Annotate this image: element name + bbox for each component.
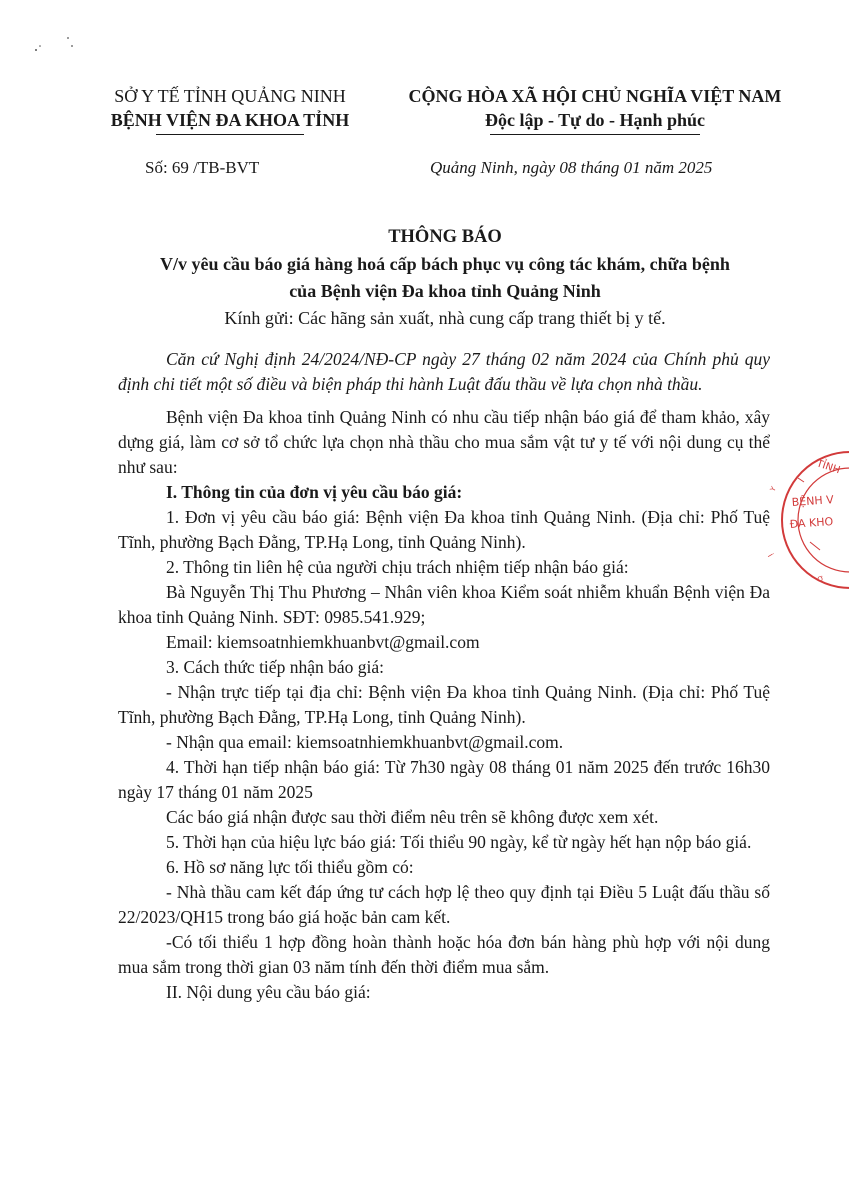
motto-underline	[490, 134, 700, 135]
subject-line-1: V/v yêu cầu báo giá hàng hoá cấp bách phục vụ công tác khám, chữa bệnh	[160, 254, 730, 274]
item-1: 1. Đơn vị yêu cầu báo giá: Bệnh viện Đa khoa tỉnh Quảng Ninh. (Địa chỉ: Phố Tuệ Tĩnh, phường Bạch Đằng, TP.Hạ Long, tỉnh Quảng Ninh).	[118, 507, 770, 552]
document-title: THÔNG BÁO	[388, 227, 502, 247]
item-2-email: Email: kiemsoatnhiemkhuanbvt@gmail.com	[166, 632, 480, 652]
svg-text:ĐA KHO: ĐA KHO	[789, 514, 834, 531]
svg-text:Ơ: Ơ	[816, 574, 825, 584]
national-header	[380, 84, 810, 135]
svg-text:Y: Y	[768, 485, 778, 493]
item-6: 6. Hồ sơ năng lực tối thiểu gồm có:	[166, 857, 414, 877]
intro-paragraph: Bệnh viện Đa khoa tỉnh Quảng Ninh có nhu cầu tiếp nhận báo giá để tham khảo, xây dựng giá, làm cơ sở tổ chức lựa chọn nhà thầu cho mua sắm vật tư y tế với nội dung cụ thể như sau:	[118, 407, 770, 477]
svg-text:Ị: Ị	[766, 552, 775, 558]
subject-line-2: của Bệnh viện Đa khoa tỉnh Quảng Ninh	[289, 281, 601, 301]
hospital-seal-stamp	[768, 450, 849, 590]
item-2-contact: Bà Nguyễn Thị Thu Phương – Nhân viên khoa Kiểm soát nhiễm khuẩn Bệnh viện Đa khoa tỉnh Quảng Ninh. SĐT: 0985.541.929;	[118, 582, 770, 627]
item-3-email: - Nhận qua email: kiemsoatnhiemkhuanbvt@gmail.com.	[166, 732, 564, 752]
item-5: 5. Thời hạn của hiệu lực báo giá: Tối thiểu 90 ngày, kể từ ngày hết hạn nộp báo giá.	[166, 832, 752, 852]
legal-basis: Căn cứ Nghị định 24/2024/NĐ-CP ngày 27 tháng 02 năm 2024 của Chính phủ quy định chi tiết một số điều và biện pháp thi hành Luật đấu thầu về lựa chọn nhà thầu.	[118, 349, 770, 394]
section-2-heading: II. Nội dung yêu cầu báo giá:	[166, 982, 371, 1002]
svg-text:TỈNH: TỈNH	[815, 458, 842, 477]
document-body	[118, 347, 770, 1005]
recipient-line: Kính gửi: Các hãng sản xuất, nhà cung cấp trang thiết bị y tế.	[224, 308, 666, 328]
national-motto: Độc lập - Tự do - Hạnh phúc	[484, 110, 706, 130]
item-3: 3. Cách thức tiếp nhận báo giá:	[166, 657, 384, 677]
item-6-a: - Nhà thầu cam kết đáp ứng tư cách hợp lệ theo quy định tại Điều 5 Luật đấu thầu số 22/2023/QH15 trong báo giá hoặc bản cam kết.	[118, 882, 770, 927]
title-block	[60, 224, 830, 332]
scan-specks	[30, 32, 80, 62]
item-6-b: -Có tối thiểu 1 hợp đồng hoàn thành hoặc hóa đơn bán hàng phù hợp với nội dung mua sắm trong thời gian 03 năm tính đến thời điểm mua sắm.	[118, 932, 770, 977]
item-4: 4. Thời hạn tiếp nhận báo giá: Từ 7h30 ngày 08 tháng 01 năm 2025 đến trước 16h30 ngày 17 tháng 01 năm 2025	[118, 757, 770, 802]
document-date: Quảng Ninh, ngày 08 tháng 01 năm 2025	[430, 158, 713, 177]
item-4-note: Các báo giá nhận được sau thời điểm nêu trên sẽ không được xem xét.	[166, 807, 659, 827]
issuer-header	[80, 84, 380, 135]
agency-name: SỞ Y TẾ TỈNH QUẢNG NINH	[114, 86, 346, 106]
item-3-direct: - Nhận trực tiếp tại địa chỉ: Bệnh viện Đa khoa tỉnh Quảng Ninh. (Địa chỉ: Phố Tuệ Tĩnh, phường Bạch Đằng, TP.Hạ Long, tỉnh Quảng Ninh).	[118, 682, 770, 727]
svg-text:BỆNH V: BỆNH V	[791, 493, 835, 509]
country-name: CỘNG HÒA XÃ HỘI CHỦ NGHĨA VIỆT NAM	[408, 86, 782, 106]
section-1-heading: I. Thông tin của đơn vị yêu cầu báo giá:	[166, 482, 463, 502]
document-number: Số: 69 /TB-BVT	[145, 158, 260, 177]
issuer-underline	[156, 134, 304, 135]
hospital-name: BỆNH VIỆN ĐA KHOA TỈNH	[110, 110, 350, 130]
item-2: 2. Thông tin liên hệ của người chịu trách nhiệm tiếp nhận báo giá:	[166, 557, 629, 577]
